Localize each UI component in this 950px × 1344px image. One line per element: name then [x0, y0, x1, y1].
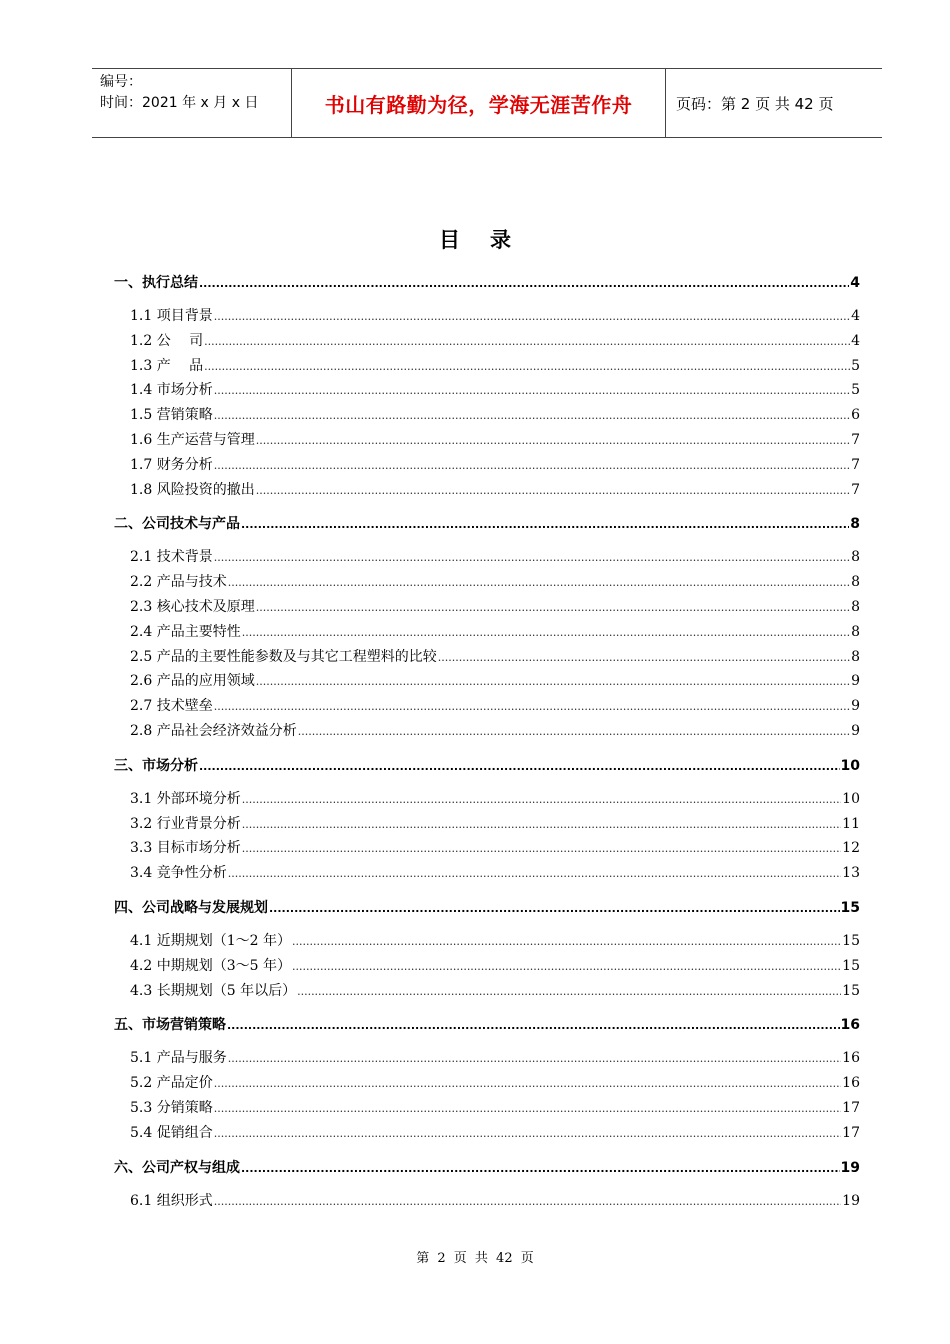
toc-item[interactable]	[114, 621, 860, 646]
time-label: 时间：2021 年 x 月 x 日	[100, 95, 259, 111]
dot-leader	[242, 626, 850, 639]
toc-item[interactable]	[114, 1097, 860, 1122]
toc-title: 目录	[439, 228, 541, 252]
toc-entry-label: 二、公司技术与产品	[114, 516, 240, 533]
toc-item[interactable]	[114, 305, 860, 330]
dot-leader	[214, 310, 850, 323]
toc-entry-label: 1.5 营销策略	[130, 407, 213, 424]
toc-item[interactable]	[114, 862, 860, 887]
toc-entry-label: 3.4 竞争性分析	[130, 865, 227, 882]
page-header	[92, 68, 882, 138]
dot-leader	[242, 818, 841, 831]
toc-item[interactable]	[114, 1072, 860, 1097]
toc-page-number: 7	[851, 431, 860, 448]
table-of-contents	[114, 272, 860, 1214]
toc-page-number: 12	[842, 840, 860, 857]
toc-page-number: 16	[842, 1075, 860, 1092]
toc-item[interactable]	[114, 930, 860, 955]
toc-page-number: 8	[851, 623, 860, 640]
toc-page-number: 8	[851, 574, 860, 591]
toc-item[interactable]	[114, 404, 860, 429]
toc-section[interactable]	[114, 513, 860, 538]
toc-entry-label: 1.8 风险投资的撤出	[130, 481, 255, 498]
toc-entry-label: 1.3 产 品	[130, 357, 204, 374]
toc-entry-label: 1.6 生产运营与管理	[130, 431, 255, 448]
dot-leader	[256, 484, 850, 497]
toc-page-number: 19	[842, 1192, 860, 1209]
toc-item[interactable]	[114, 1047, 860, 1072]
toc-page-number: 8	[851, 549, 860, 566]
toc-item[interactable]	[114, 695, 860, 720]
dot-leader	[214, 409, 850, 422]
dot-leader	[214, 1077, 841, 1090]
toc-entry-label: 2.8 产品社会经济效益分析	[130, 722, 297, 739]
dot-leader	[199, 760, 840, 773]
toc-page-number: 15	[842, 957, 860, 974]
toc-page-number: 10	[840, 757, 860, 774]
dot-leader	[298, 725, 850, 738]
toc-item[interactable]	[114, 429, 860, 454]
header-meta	[92, 69, 292, 137]
toc-page-number: 8	[851, 598, 860, 615]
dot-leader	[214, 384, 850, 397]
dot-leader	[214, 1127, 841, 1140]
toc-item[interactable]	[114, 571, 860, 596]
dot-leader	[292, 960, 841, 973]
toc-entry-label: 五、市场营销策略	[114, 1017, 226, 1034]
dot-leader	[241, 1162, 840, 1175]
toc-entry-label: 3.1 外部环境分析	[130, 790, 241, 807]
dot-leader	[199, 277, 849, 290]
dot-leader	[214, 459, 850, 472]
toc-entry-label: 3.2 行业背景分析	[130, 815, 241, 832]
toc-entry-label: 2.2 产品与技术	[130, 574, 227, 591]
toc-section[interactable]	[114, 897, 860, 922]
toc-section[interactable]	[114, 755, 860, 780]
toc-entry-label: 5.4 促销组合	[130, 1124, 213, 1141]
toc-entry-label: 6.1 组织形式	[130, 1192, 213, 1209]
toc-page-number: 16	[842, 1050, 860, 1067]
page-footer: 第 2 页 共 42 页	[416, 1251, 534, 1266]
dot-leader	[269, 902, 840, 915]
toc-entry-label: 2.6 产品的应用领域	[130, 673, 255, 690]
toc-entry-label: 5.1 产品与服务	[130, 1050, 227, 1067]
toc-item[interactable]	[114, 837, 860, 862]
dot-leader	[214, 1195, 841, 1208]
toc-entry-label: 3.3 目标市场分析	[130, 840, 241, 857]
toc-entry-label: 2.5 产品的主要性能参数及与其它工程塑料的比较	[130, 648, 437, 665]
toc-page-number: 5	[851, 357, 860, 374]
toc-item[interactable]	[114, 955, 860, 980]
dot-leader	[228, 576, 850, 589]
toc-entry-label: 1.7 财务分析	[130, 456, 213, 473]
toc-page-number: 15	[842, 932, 860, 949]
dot-leader	[242, 842, 841, 855]
toc-section[interactable]	[114, 272, 860, 297]
toc-page-number: 19	[840, 1159, 860, 1176]
toc-item[interactable]	[114, 355, 860, 380]
code-label: 编号：	[100, 74, 142, 90]
dot-leader	[214, 1102, 841, 1115]
toc-item[interactable]	[114, 330, 860, 355]
dot-leader	[204, 360, 850, 373]
dot-leader	[241, 518, 849, 531]
toc-page-number: 8	[850, 516, 860, 533]
toc-item[interactable]	[114, 379, 860, 404]
toc-page-number: 8	[851, 648, 860, 665]
toc-page-number: 7	[851, 481, 860, 498]
toc-item[interactable]	[114, 596, 860, 621]
dot-leader	[297, 985, 841, 998]
toc-entry-label: 5.2 产品定价	[130, 1075, 213, 1092]
dot-leader	[214, 551, 850, 564]
toc-item[interactable]	[114, 479, 860, 504]
toc-item[interactable]	[114, 646, 860, 671]
toc-entry-label: 三、市场分析	[114, 757, 198, 774]
dot-leader	[256, 434, 850, 447]
toc-entry-label: 4.1 近期规划（1～2 年）	[130, 932, 291, 949]
toc-entry-label: 5.3 分销策略	[130, 1099, 213, 1116]
toc-page-number: 9	[851, 698, 860, 715]
header-motto: 书山有路勤为径，学海无涯苦作舟	[292, 69, 666, 137]
toc-entry-label: 1.1 项目背景	[130, 308, 213, 324]
toc-page-number: 17	[842, 1124, 860, 1141]
dot-leader	[214, 700, 850, 713]
toc-page-number: 5	[851, 382, 860, 399]
header-page-info: 页码：第 2 页 共 42 页	[676, 94, 834, 113]
dot-leader	[228, 1052, 841, 1065]
dot-leader	[256, 675, 850, 688]
toc-entry-label: 2.3 核心技术及原理	[130, 598, 255, 615]
toc-page-number: 4	[851, 332, 860, 349]
dot-leader	[227, 1019, 840, 1032]
dot-leader	[438, 651, 850, 664]
toc-entry-label: 1.4 市场分析	[130, 382, 213, 399]
toc-page-number: 6	[851, 407, 860, 424]
toc-section[interactable]	[114, 1157, 860, 1182]
toc-item[interactable]	[114, 1190, 860, 1215]
toc-section[interactable]	[114, 1014, 860, 1039]
toc-page-number: 9	[851, 722, 860, 739]
toc-page-number: 10	[842, 790, 860, 807]
toc-item[interactable]	[114, 813, 860, 838]
toc-page-number: 11	[842, 815, 860, 832]
dot-leader	[228, 867, 841, 880]
toc-entry-label: 4.2 中期规划（3～5 年）	[130, 957, 291, 974]
toc-item[interactable]	[114, 546, 860, 571]
toc-entry-label: 2.1 技术背景	[130, 549, 213, 566]
toc-page-number: 7	[851, 456, 860, 473]
toc-page-number: 9	[851, 673, 860, 690]
toc-page-number: 15	[840, 899, 860, 916]
toc-item[interactable]	[114, 670, 860, 695]
toc-entry-label: 2.4 产品主要特性	[130, 623, 241, 640]
dot-leader	[292, 935, 841, 948]
dot-leader	[256, 601, 850, 614]
toc-page-number: 17	[842, 1099, 860, 1116]
toc-entry-label: 六、公司产权与组成	[114, 1159, 240, 1176]
toc-page-number: 16	[840, 1017, 860, 1034]
toc-item[interactable]	[114, 980, 860, 1005]
toc-item[interactable]	[114, 454, 860, 479]
toc-item[interactable]	[114, 788, 860, 813]
toc-entry-label: 2.7 技术壁垒	[130, 698, 213, 715]
toc-page-number: 15	[842, 982, 860, 999]
toc-item[interactable]	[114, 1122, 860, 1147]
dot-leader	[242, 793, 841, 806]
toc-entry-label: 一、执行总结	[114, 275, 198, 291]
toc-entry-label: 4.3 长期规划（5 年以后）	[130, 982, 297, 999]
dot-leader	[204, 335, 850, 348]
toc-page-number: 4	[851, 308, 860, 324]
toc-entry-label: 四、公司战略与发展规划	[114, 899, 268, 916]
toc-page-number: 13	[842, 865, 860, 882]
toc-item[interactable]	[114, 720, 860, 745]
toc-entry-label: 1.2 公 司	[130, 332, 204, 349]
toc-page-number: 4	[850, 275, 860, 291]
